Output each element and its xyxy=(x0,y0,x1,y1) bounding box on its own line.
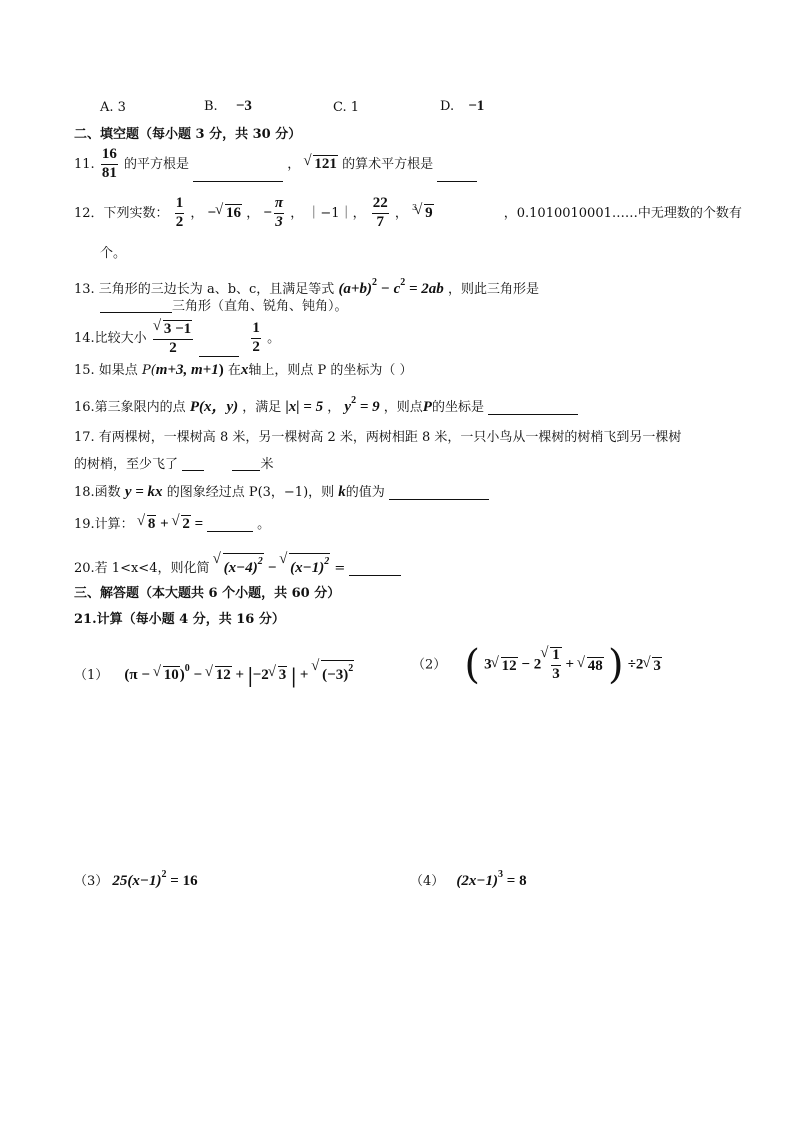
q18-text-2: 的图象经过点 P(3，−1)，则 xyxy=(166,485,335,500)
choice-b-label: B. xyxy=(204,99,218,114)
q12-sep-3: ， xyxy=(290,205,304,221)
q20-radicand-2: (x−1) xyxy=(290,560,325,576)
q12-cube-radicand: √ 9 xyxy=(424,204,434,221)
q15-text-2: 在 xyxy=(227,363,241,378)
q21-p1-expr-d: + xyxy=(231,667,248,683)
q21-p1-abs-open: | xyxy=(247,662,253,688)
q16-text-3: ，则点 xyxy=(383,400,423,415)
q17-line-2 xyxy=(74,458,273,471)
q21-p2-coef: 3 xyxy=(484,656,492,673)
q14-text: 14.比较大小 xyxy=(74,330,147,346)
q20-exp-2: 2 xyxy=(324,556,330,567)
question-11 xyxy=(74,147,477,182)
q21-p2-paren-close: ) xyxy=(607,642,624,688)
q17-blank-2[interactable] xyxy=(232,470,260,471)
question-12 xyxy=(74,196,742,231)
q21-p1-exp-0: 0 xyxy=(184,663,190,674)
choice-b-value: −3 xyxy=(235,98,252,114)
q21-p1-rad-4: (−3) xyxy=(322,667,349,683)
q13-text-2: ，则此三角形是 xyxy=(447,282,539,297)
q21-p1-expr-f: + xyxy=(296,667,313,683)
q12-frac-1 xyxy=(175,196,185,231)
q15-text-3: 轴上，则点 P 的坐标为（ ） xyxy=(248,363,413,378)
q20-exp-1: 2 xyxy=(257,556,263,567)
question-13 xyxy=(74,278,539,297)
q21-p3-expr: 25(x−1) xyxy=(112,873,162,889)
q21-p3-eq: = 16 xyxy=(166,873,198,889)
q11-text-3: 的算术平方根是 xyxy=(342,156,434,172)
q12-sep-1: ， xyxy=(190,205,204,221)
q12-tail: ，0.1010010001……中无理数的个数有 xyxy=(503,205,742,221)
q21-p1-expr-c: − xyxy=(189,667,206,683)
q21-p3-label: （3） xyxy=(74,874,109,889)
q20-blank[interactable] xyxy=(349,575,401,576)
q14-frac-2-num: 1 xyxy=(251,321,261,339)
q12-continuation: 个。 xyxy=(100,246,127,261)
q21-p2-label: （2） xyxy=(412,657,447,673)
q18-function: y = kx xyxy=(124,484,163,500)
q11-blank-2[interactable] xyxy=(437,181,477,182)
q18-text-3: 的值为 xyxy=(345,485,385,500)
q19-radicand-2: √ 2 xyxy=(181,515,191,532)
q11-text-1: 的平方根是 xyxy=(123,156,189,172)
q16-exp: 2 xyxy=(351,395,357,406)
q20-sqrt-2 xyxy=(289,553,330,576)
choice-d-label: D. xyxy=(440,99,455,114)
q18-k: k xyxy=(338,484,346,500)
q21-p1-rad-2: √ 12 xyxy=(215,666,232,683)
q16-point: P(x，y) xyxy=(189,399,239,415)
q21-p4-label: （4） xyxy=(410,874,445,889)
q17-blank-1[interactable] xyxy=(182,470,204,471)
q13-text-3: 三角形（直角、锐角、钝角）。 xyxy=(172,299,348,314)
q21-p2-frac-den: 3 xyxy=(552,666,560,682)
q12-f3-num: 22 xyxy=(372,196,389,214)
q20-minus: − xyxy=(267,560,281,576)
q19-text: 19.计算： xyxy=(74,517,134,532)
q11-frac-num: 16 xyxy=(101,147,118,165)
q14-frac-2 xyxy=(251,321,261,356)
q13-expr: (a+b) xyxy=(338,281,372,297)
q16-blank[interactable] xyxy=(488,414,578,415)
choice-d xyxy=(440,99,484,114)
q12-f1-num: 1 xyxy=(175,196,185,214)
q21-p2-rad-2: √ 48 xyxy=(587,657,604,674)
q21-p1-label: （1） xyxy=(74,668,109,683)
q19-plus: + xyxy=(156,516,173,532)
q11-blank-1[interactable] xyxy=(193,181,283,182)
question-18 xyxy=(74,485,489,500)
q12-frac-3 xyxy=(372,196,389,231)
q12-f3-den: 7 xyxy=(376,213,384,230)
question-14 xyxy=(74,320,280,357)
q21-title: 21.计算（每小题 4 分，共 16 分） xyxy=(74,612,285,627)
q16-text-2: ，满足 xyxy=(242,400,282,415)
q20-radicand-1: (x−4) xyxy=(223,560,258,576)
q13-minus-c: − c xyxy=(376,281,401,297)
q21-p2-paren-open: ( xyxy=(464,642,481,688)
question-15 xyxy=(74,363,413,378)
q14-end: 。 xyxy=(267,330,281,346)
q14-frac-1-den: 2 xyxy=(169,339,177,356)
q16-y: y xyxy=(344,399,352,415)
choice-d-value: −1 xyxy=(468,98,485,114)
q21-p4-eq: = 8 xyxy=(503,873,527,889)
question-20 xyxy=(74,553,401,576)
q15-point: P( xyxy=(141,363,156,378)
q14-frac-2-den: 2 xyxy=(252,338,260,355)
q12-f2-num: π xyxy=(274,196,284,214)
question-19 xyxy=(74,515,270,532)
q16-p: P xyxy=(422,399,432,415)
q12-f2-den: 3 xyxy=(275,213,283,230)
q21-p1-exp-2: 2 xyxy=(348,663,354,674)
q13-text-1: 13. 三角形的三边长为 a、b、c，且满足等式 xyxy=(74,282,335,297)
q21-p4-exp: 3 xyxy=(498,869,504,880)
q21-p1-expr-e: −2 xyxy=(252,667,269,683)
choice-a: A. 3 xyxy=(100,100,126,115)
q21-p4-expr: (2x−1) xyxy=(456,873,499,889)
q21-p2-frac-num: √ 1 xyxy=(551,648,561,666)
section-3-title: 三、解答题（本大题共 6 个小题，共 60 分） xyxy=(74,586,341,601)
q19-eq: = xyxy=(190,516,207,532)
q20-text: 20.若 1<x<4，则化简 xyxy=(74,561,210,576)
q15-text: 15. 如果点 xyxy=(74,363,138,378)
q12-sep-2: ， xyxy=(246,205,260,221)
q11-fraction xyxy=(101,147,118,182)
choice-b xyxy=(204,99,252,114)
q21-part-1 xyxy=(74,660,354,687)
q17-text-2: 的树梢，至少飞了 xyxy=(74,457,179,472)
q18-text: 18.函数 xyxy=(74,485,121,500)
q20-eq: = xyxy=(334,561,346,576)
q21-p2-div: ÷2 xyxy=(627,656,644,673)
q12-sep-4: ， xyxy=(394,205,408,221)
q16-text-4: 的坐标是 xyxy=(431,400,484,415)
q11-radicand: √ 121 xyxy=(313,155,338,172)
q21-part-2 xyxy=(412,642,662,688)
question-17: 17. 有两棵树，一棵树高 8 米，另一棵树高 2 米，两树相距 8 米，一只小鸟从一棵树的树梢飞到另一棵树 xyxy=(74,430,682,445)
q20-sqrt-1 xyxy=(223,553,264,576)
q16-sep: ， xyxy=(327,400,341,415)
q18-blank[interactable] xyxy=(389,499,489,500)
q14-blank[interactable] xyxy=(199,356,239,357)
q21-p1-rad-1: √ 10 xyxy=(163,666,180,683)
q14-frac-1 xyxy=(153,320,193,357)
q13-line-2 xyxy=(100,300,348,313)
q21-part-3 xyxy=(74,870,198,889)
q12-number: 12．下列实数： xyxy=(74,205,169,221)
q12-f1-den: 2 xyxy=(175,213,184,230)
q15-coords: m+3, m+1 xyxy=(155,362,219,378)
q13-exp-1: 2 xyxy=(371,277,377,288)
q13-exp-2: 2 xyxy=(400,277,406,288)
q21-p1-abs-close: | xyxy=(291,662,297,688)
q11-number: 11. xyxy=(74,156,95,172)
q21-p1-expr-b: ) xyxy=(179,667,185,683)
q21-p1-rad-3: √ 3 xyxy=(278,666,288,683)
q21-p3-exp: 2 xyxy=(161,869,167,880)
q16-abs: |x| = 5 xyxy=(285,399,324,415)
q17-unit: 米 xyxy=(260,457,274,472)
section-2-title: 二、填空题（每小题 3 分，共 30 分） xyxy=(74,127,302,142)
q19-radicand-1: √ 8 xyxy=(147,515,157,532)
q13-eq: = 2ab xyxy=(405,281,444,297)
q14-frac-1-num: √ 3 −1 xyxy=(163,320,192,337)
q21-p1-expr-a: (π − xyxy=(124,667,154,683)
q12-cube-index: 3 xyxy=(412,202,418,212)
q13-blank[interactable] xyxy=(100,312,172,313)
q19-blank[interactable] xyxy=(207,531,253,532)
q12-radicand: √ 16 xyxy=(225,204,242,221)
q12-neg-1: − xyxy=(207,204,217,221)
question-16 xyxy=(74,396,578,415)
q16-eq9: = 9 xyxy=(356,399,380,415)
q21-part-4 xyxy=(410,870,527,889)
q21-p2-rad-1: √ 12 xyxy=(501,657,518,674)
q21-p2-rad-3: √ 3 xyxy=(652,657,662,674)
q19-end: 。 xyxy=(257,517,271,532)
q16-text: 16.第三象限内的点 xyxy=(74,400,186,415)
q21-p2-minus: − 2 xyxy=(517,656,542,673)
q21-p2-plus: + xyxy=(561,656,578,673)
q12-frac-2 xyxy=(274,196,284,231)
q15-close: ) xyxy=(218,362,224,378)
q15-x: x xyxy=(240,362,249,378)
q11-frac-den: 81 xyxy=(101,164,117,181)
q12-neg-2: − xyxy=(263,204,272,221)
choice-c: C. 1 xyxy=(333,100,360,115)
q11-text-2: ， xyxy=(287,156,301,172)
q12-abs: ｜−1｜， xyxy=(307,205,366,221)
